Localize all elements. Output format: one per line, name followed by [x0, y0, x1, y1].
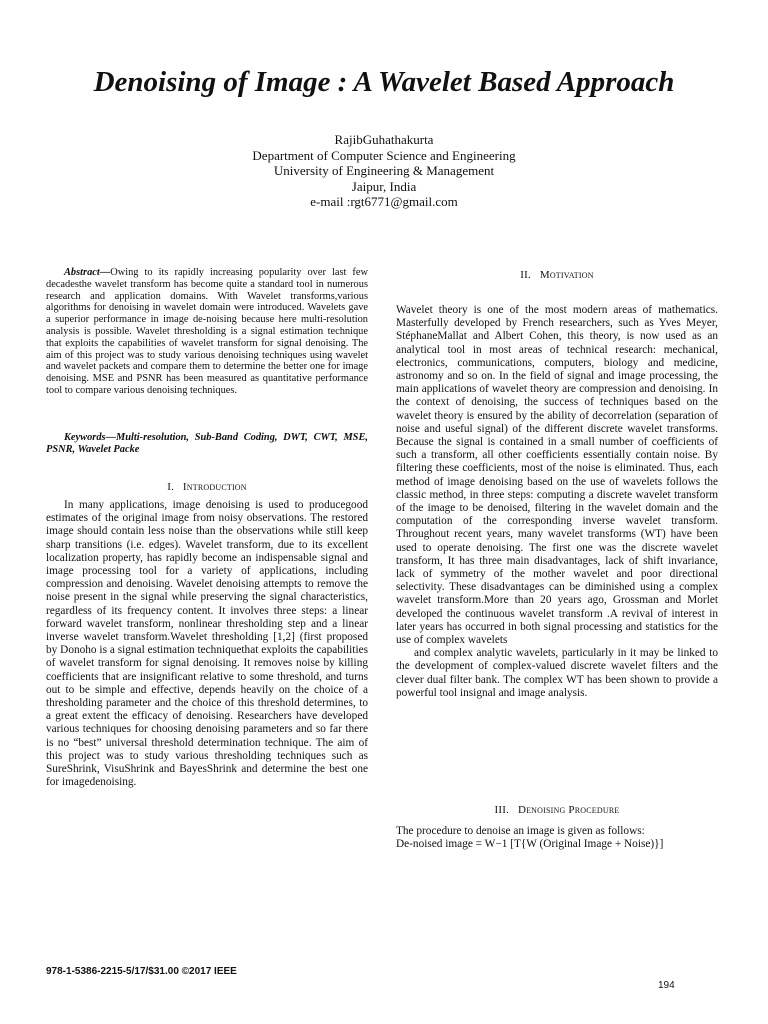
- section-number: I.: [167, 481, 175, 493]
- introduction-body: [46, 499, 368, 789]
- keywords: [46, 432, 368, 456]
- section-title: Motivation: [539, 269, 594, 281]
- section-heading-procedure: [396, 804, 718, 817]
- abstract: [46, 267, 368, 397]
- section-title: Denoising Procedure: [517, 804, 620, 816]
- section-heading-motivation: [396, 269, 718, 282]
- abstract-dash: —: [99, 267, 111, 278]
- motivation-paragraph-1: Wavelet theory is one of the most modern areas of mathematics. Masterfully developed by French researchers, such as Yves Meyer, StéphaneMallat and Albert Cohen, this theory, is now used as an analytical tool in most areas of technical research: mechanical, electronics, communications, computers, biology and medicine, astronomy and so on. In the field of signal and image processing, the main applications of wavelet theory are compression and denoising. In the context of denoising, the success of techniques based on the wavelet theory is ensured by the ability of decorrelation (separation of noise and useful signal) of the different discrete wavelet transforms. Because the signal is contained in a small number of coefficients of such a transform, all other coefficients essentially contain noise. By filtering these coefficients, most of the noise is eliminated. Thus, each method of image denoising based on the use of wavelets follows the classic method, in three steps: computing a discrete wavelet transform of the image to be denoised, filtering in the wavelet domain and the computation of the corresponding inverse wavelet transform. Throughout recent years, many wavelet transforms (WT) have been used to operate denoising. The first one was the discrete wavelet transform, It has three main disadvantages, lack of shift invariance, lack of symmetry of the mother wavelet and poor directional selectivity. These disadvantages can be diminished using a complex wavelet transform.More than 20 years ago, Grossman and Morlet developed the continuous wavelet transform .A revival of interest in later years has occurred in both signal processing and statistics for the use of complex wavelets: [396, 304, 718, 647]
- motivation-paragraph-2: and complex analytic wavelets, particularly in it may be linked to the development of complex-valued discrete wavelet filters and the clever dual filter bank. The complex WT has been shown to provide a powerful tool insignal and image analysis.: [396, 647, 718, 699]
- keywords-text: Multi-resolution, Sub-Band Coding, DWT, CWT, MSE, PSNR, Wavelet Packe: [46, 432, 368, 455]
- abstract-text: Owing to its rapidly increasing popularity over last few decadesthe wavelet transform has become quite a standard tool in numerous research and application domains. With Wavelet transforms,various algorithms for denoising in wavelet domain were introduced. Wavelets gave a superior performance in image de-noising because here multi-resolution analysis is possible. Wavelet thresholding is a signal estimation technique that exploits the capabilities of wavelet transform for signal denoising. The aim of this project was to study various denoising techniques using wavelet and wavelet packets and compare them to determine the better one for image denoising. MSE and PSNR has been measured as quantitative performance tool to compare various denoising techniques.: [46, 267, 368, 396]
- author-email: e-mail :rgt6771@gmail.com: [310, 194, 458, 210]
- section-number: II.: [520, 269, 531, 281]
- author-department: Department of Computer Science and Engineering: [252, 147, 516, 163]
- procedure-body: [396, 825, 718, 851]
- keywords-label: Keywords: [64, 432, 106, 443]
- motivation-body: [396, 304, 718, 700]
- author-name: RajibGuhathakurta: [334, 132, 434, 147]
- page-number: 194: [658, 980, 675, 991]
- keywords-dash: —: [105, 432, 116, 443]
- author-location: Jaipur, India: [351, 178, 417, 194]
- procedure-intro: The procedure to denoise an image is given as follows:: [396, 825, 645, 837]
- section-number: III.: [494, 804, 510, 816]
- section-title: Introduction: [182, 481, 247, 493]
- section-heading-introduction: [46, 481, 368, 494]
- footer-isbn: 978-1-5386-2215-5/17/$31.00 ©2017 IEEE: [46, 966, 237, 977]
- author-university: University of Engineering & Management: [273, 163, 495, 179]
- procedure-equation: De-noised image = W−1 [T{W (Original Image + Noise)}]: [396, 838, 664, 851]
- introduction-paragraph: In many applications, image denoising is used to producegood estimates of the original image from noisy observations. The restored image should contain less noise than the observations while still keep sharp transitions (i.e. edges). Wavelet transform, due to its excellent localization property, has rapidly become an indispensable signal and image processing tool for a variety of applications, including compression and denoising. Wavelet denoising attempts to remove the noise present in the signal while preserving the signal characteristics, regardless of its frequency content. It involves three steps: a linear forward wavelet transform, nonlinear thresholding step and a linear inverse wavelet transform.Wavelet thresholding [1,2] (first proposed by Donoho is a signal estimation techniquethat exploits the capabilities of wavelet transform for signal denoising. It removes noise by killing coefficients that are insignificant relative to some threshold, and turns out to be simple and effective, depends heavily on the choice of a thresholding parameter and the choice of this threshold determines, to a great extent the efficacy of denoising. Researchers have developed various techniques for choosing denoising parameters and so far there is no “best” universal threshold determination technique. The aim of this project was to study various thresholding techniques such as SureShrink, VisuShrink and BayesShrink and determine the best one for imagedenoising.: [46, 499, 368, 789]
- author-block: [0, 132, 768, 210]
- abstract-label: Abstract: [64, 267, 100, 278]
- paper-title: Denoising of Image : A Wavelet Based Approach: [93, 66, 675, 98]
